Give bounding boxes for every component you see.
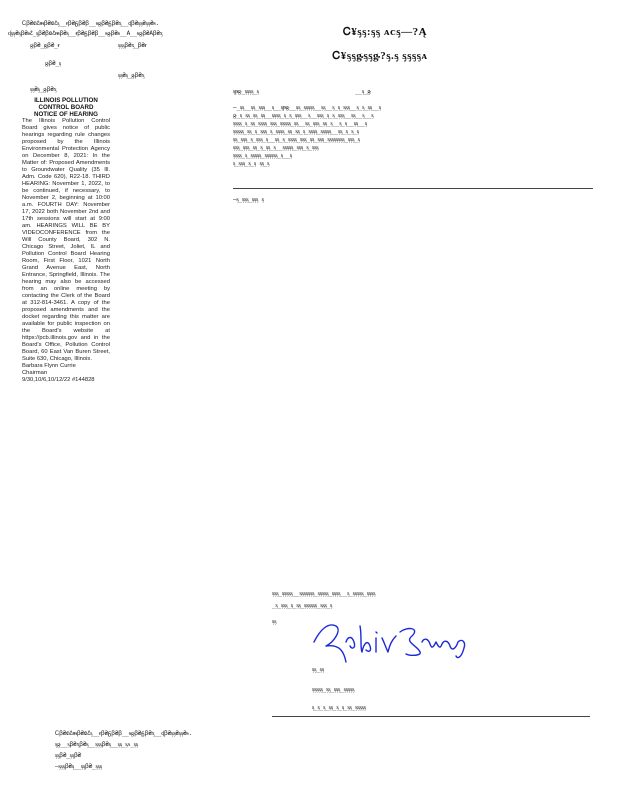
right-para-line-4: ᶊᶊᶊᶊᶊ_ᶊᶊ_ᶊ_ᶊᶊᶊ_ᶊ_ᶊᶊᶊᶊ_ᶊᶊ_ᶊᶊ_ᶊ_ᶊᶊᶊᶊ_ᶊᶊᶊᶊᶊ__ᶊᶊ_ᶊ_ᶊ_ᶊ [233, 128, 359, 135]
notice-reference: 9/30,10/6,10/12/22 #144828 [22, 377, 95, 383]
header-title-line-2: Ꮯ¥ᶊᶊᶃᶊᶊᶃ?ᶊ.ᶊ ᶊᶊᶊᶊᴀ [332, 50, 428, 62]
notice-heading-3: NOTICE OF HEARING [34, 111, 98, 118]
right-label-1: ᶊᵽᶃ_ᶊᶊᶊᶊ_ᶊ [233, 88, 259, 95]
cert-sig-label: ᶊᶊ_ᶊᶊ [312, 666, 324, 673]
cert-line-1: ᶊᶊᶊ_ᶊᶊᶊᶊᶊ__ᶊᶊᶊᶊᶊᶊᶊ_ᶊᶊᶊᶊᶊ_ᶊᶊᶊᶊ__ᶊ_ᶊᶊᶊᶊᶊ_ᶊᶊᶊᶊ [272, 590, 376, 597]
top-left-line-5: ᶃ⁠ꞵ₴_ᶊ [45, 60, 61, 67]
right-paragraph [233, 104, 593, 168]
signature-image [300, 612, 475, 664]
notice-signature: Barbara Flynn Currie [22, 363, 76, 369]
bottom-left-line-1: Ꮯ⁠ꞵ₴ຄ᱒ᵯ⁠ꞵ₴ຄ᱒ᶊ__ᵲ⁠ꞵ₴ᵷ⁠ꞵ₴⁠ꞵ__ᵴᶃꞵ₴ᵷ⁠ꞵ₴ᶍ__ᶑ⁠ꞵ₴ᶊᶊ₴ᶊᶊ₴ᵴ. [55, 730, 192, 737]
section-divider [233, 188, 593, 189]
header-title-line-1: Ꮯ¥ᶊᶊ:ᶊᶊ ᴀᴄᶊ—?Ą [342, 26, 428, 38]
bottom-left-line-3: ᶊᶊ⁠ꞵ₴_ᶊᶊ⁠ꞵ₴ [55, 752, 81, 759]
notice-role: Chairman [22, 370, 48, 376]
notice-heading-1: ILLINOIS POLLUTION [34, 97, 98, 104]
right-para-line-1: —_ᶊᶊ__ᶊᶊ_ᶊᶊᶊ__ᶊ__ᶊᵽᶃ__ᶊᶊ_ᶊᶊᶊᶊᶊ__ᶊᶊ__ᶊ_ᶊ_ᶊᶊᶊ__ᶊ_ᶊ_ᶊᶊ__ᶊ [233, 104, 381, 111]
cert-line-3: ᶊᶊ [272, 618, 277, 625]
right-para-line-8: ᶊ_ᶊᶊᶊ_ᶊ_ᶊ ᶊᶊ_ᶊ [233, 160, 270, 167]
top-left-line-2: ᶑᶊᶊ₴ᶊ⁠ꞵ₴ᵴ᱒_ᶊ⁠ꞵ₴ꞵຄ᱒ᵯ⁠ꞵ₴ᶊ__ᵲ⁠ꞵ₴ᵷ⁠ꞵ₴⁠ꞵ__ᵴᶃꞵ₴ᵴ__Ā__ᵴᶃꞵ₴Ā⁠ꞵ₴ᶍ [8, 30, 163, 37]
right-para-line-5: ᶊᶊ_ᶊᶊᶊ_ᶊ_ᶊᶊᶊ_ᶊ__ᶊᶊ_ᶊ_ᶊᶊᶊᶊ_ᶊᶊᶊ_ᶊᶊ_ᶊᶊᶊ_ᶊᶊᶊᶊᶊᶊᶊᶊ_ᶊᶊᶊ_ᶊ [233, 136, 360, 143]
top-left-line-1: Ꮯ⁠ꞵ₴ຄ᱒ᵯ⁠ꞵ₴ຄ᱒ᶊ__ᵲ⁠ꞵ₴ᵷ⁠ꞵ₴⁠ꞵ__ᵴᶃꞵ₴ᵷ⁠ꞵ₴ᶍ__ᶑ⁠ꞵ₴ᶊᶊ₴ᶊᶊ₴ᵴ. [22, 20, 159, 27]
top-left-line-6: ᶊᶊ₴ᶊ_ᶃ⁠ꞵ₴ᶍ [118, 72, 145, 79]
cert-sig-line-3: ᶊ_ᶊ_ᶊ_ᶊᶊ_ᶊ_ᶊ_ᶊᶊ_ᶊᶊᶊᶊᶊ [312, 704, 366, 711]
right-label-2: __ᶊ_ᶃ [355, 88, 371, 95]
bottom-left-line-4: —ᶊᶊᶊ⁠ꞵ₴ᶊ__ᶊᶊ⁠ꞵ₴_ᶊᶊᶊ [55, 763, 102, 770]
cert-line-2: _ᶊ_ᶊᶊᶊ_ᶊ_ᶊᶊ_ᶊᶊᶊᶊᶊᶊ_ᶊᶊᶊ_ᶊ [272, 602, 333, 609]
right-para-line-2: ᶃ_ᶊ_ᶊᶊ_ᶊᶊ_ᶊᶊ__ᶊᶊᶊᶊ_ᶊ_ᶊ_ᶊᶊᶊ__ᶊ__ᶊᶊᶊ_ᶊ_ᶊ_ᶊᶊᶊ__ᶊᶊ__ᶊ__ᶊ [233, 112, 374, 119]
top-left-line-7: ᶊᶊ₴ᶊ_ᶃ⁠ꞵ₴ᶍ [30, 86, 57, 93]
right-para-line-3: ᶊᶊᶊᶊ_ᶊ_ᶊᶊ_ᶊᶊᶊᶊ_ᶊᶊᶊ_ᶊᶊᶊᶊᶊ_ᶊᶊ__ᶊᶊ_ᶊᶊᶊ_ᶊᶊ_ᶊ__ᶊ_ᶊ__ᶊᶊ__ᶊ [233, 120, 368, 127]
right-footnote: —ᶊ_ᶊᶊᶊ_ᶊᶊᶊ ᶊ [233, 196, 264, 203]
cert-sig-line-2: ᶊᶊᶊᶊᶊ_ᶊᶊ_ᶊᶊᶊ_ᶊᶊᶊᶊᶊ [312, 686, 355, 693]
cert-divider [272, 716, 590, 717]
bottom-left-line-2: ᶊᶃ__ᶊ⁠ꞵ₴ᶍ⁠ꞵ₴ᶊ__ᶊᶊᶊ⁠ꞵ₴ᶊ__ᶊᶊ_ᶊᴀ_ᶊᶊ [55, 741, 138, 748]
top-left-line-3: ᶃ⁠ꞵ₴_ᶃ⁠ꞵ₴_ᵲ [30, 42, 60, 49]
right-para-line-7: ᶊᶊᶊᶊ_ᶊ_ᶊᶊᶊᶊᶊ_ᶊᶊᶊᶊᶊᶊ_ᶊ__ᶊ [233, 152, 292, 159]
top-left-line-4: ᶊᶊᶊ⁠ꞵ₴ᶍ_ꞵ₴ᵲ [118, 42, 147, 49]
notice-heading-2: CONTROL BOARD [38, 104, 94, 111]
legal-notice [22, 97, 110, 384]
right-para-line-6: ᶊᶊᶊ_ᶊᶊᶊ_ᶊᶊ_ᶊ_ᶊᶊ_ᶊ__ᶊᶊᶊᶊᶊ_ᶊᶊᶊ_ᶊ_ᶊᶊᶊ [233, 144, 319, 151]
notice-body: The Illinois Pollution Control Board gives notice of public hearings regarding rule changes proposed by the Illinois Environmental Protection Agency on December 8, 2021: In the Matter of: Proposed Amendments to Groundwater Quality (35 Ill. Adm. Code 620), R22-18. THIRD HEARING: November 1, 2022, to be continued, if necessary, to November 2, beginning at 10:00 a.m. FOURTH DAY: November 17, 2022 both November 2nd and 17th sessions will start at 9:00 am. HEARINGS WILL BE BY VIDEOCONFERENCE from the Will County Board, 302 N. Chicago Street, Joliet, IL and Pollution Control Board Hearing Room, First Floor, 1021 North Grand Avenue East, North Entrance, Springfield, Illinois. The hearing may also be accessed from an online meeting by contacting the Clerk of the Board at 312-814-3461. A copy of the proposed amendments and the docket regarding this matter are available for public inspection on the Board's website at https://pcb.illinois.gov and in the Board's Office, Pollution Control Board, 60 East Van Buren Street, Suite 630, Chicago, Illinois. [22, 118, 110, 362]
